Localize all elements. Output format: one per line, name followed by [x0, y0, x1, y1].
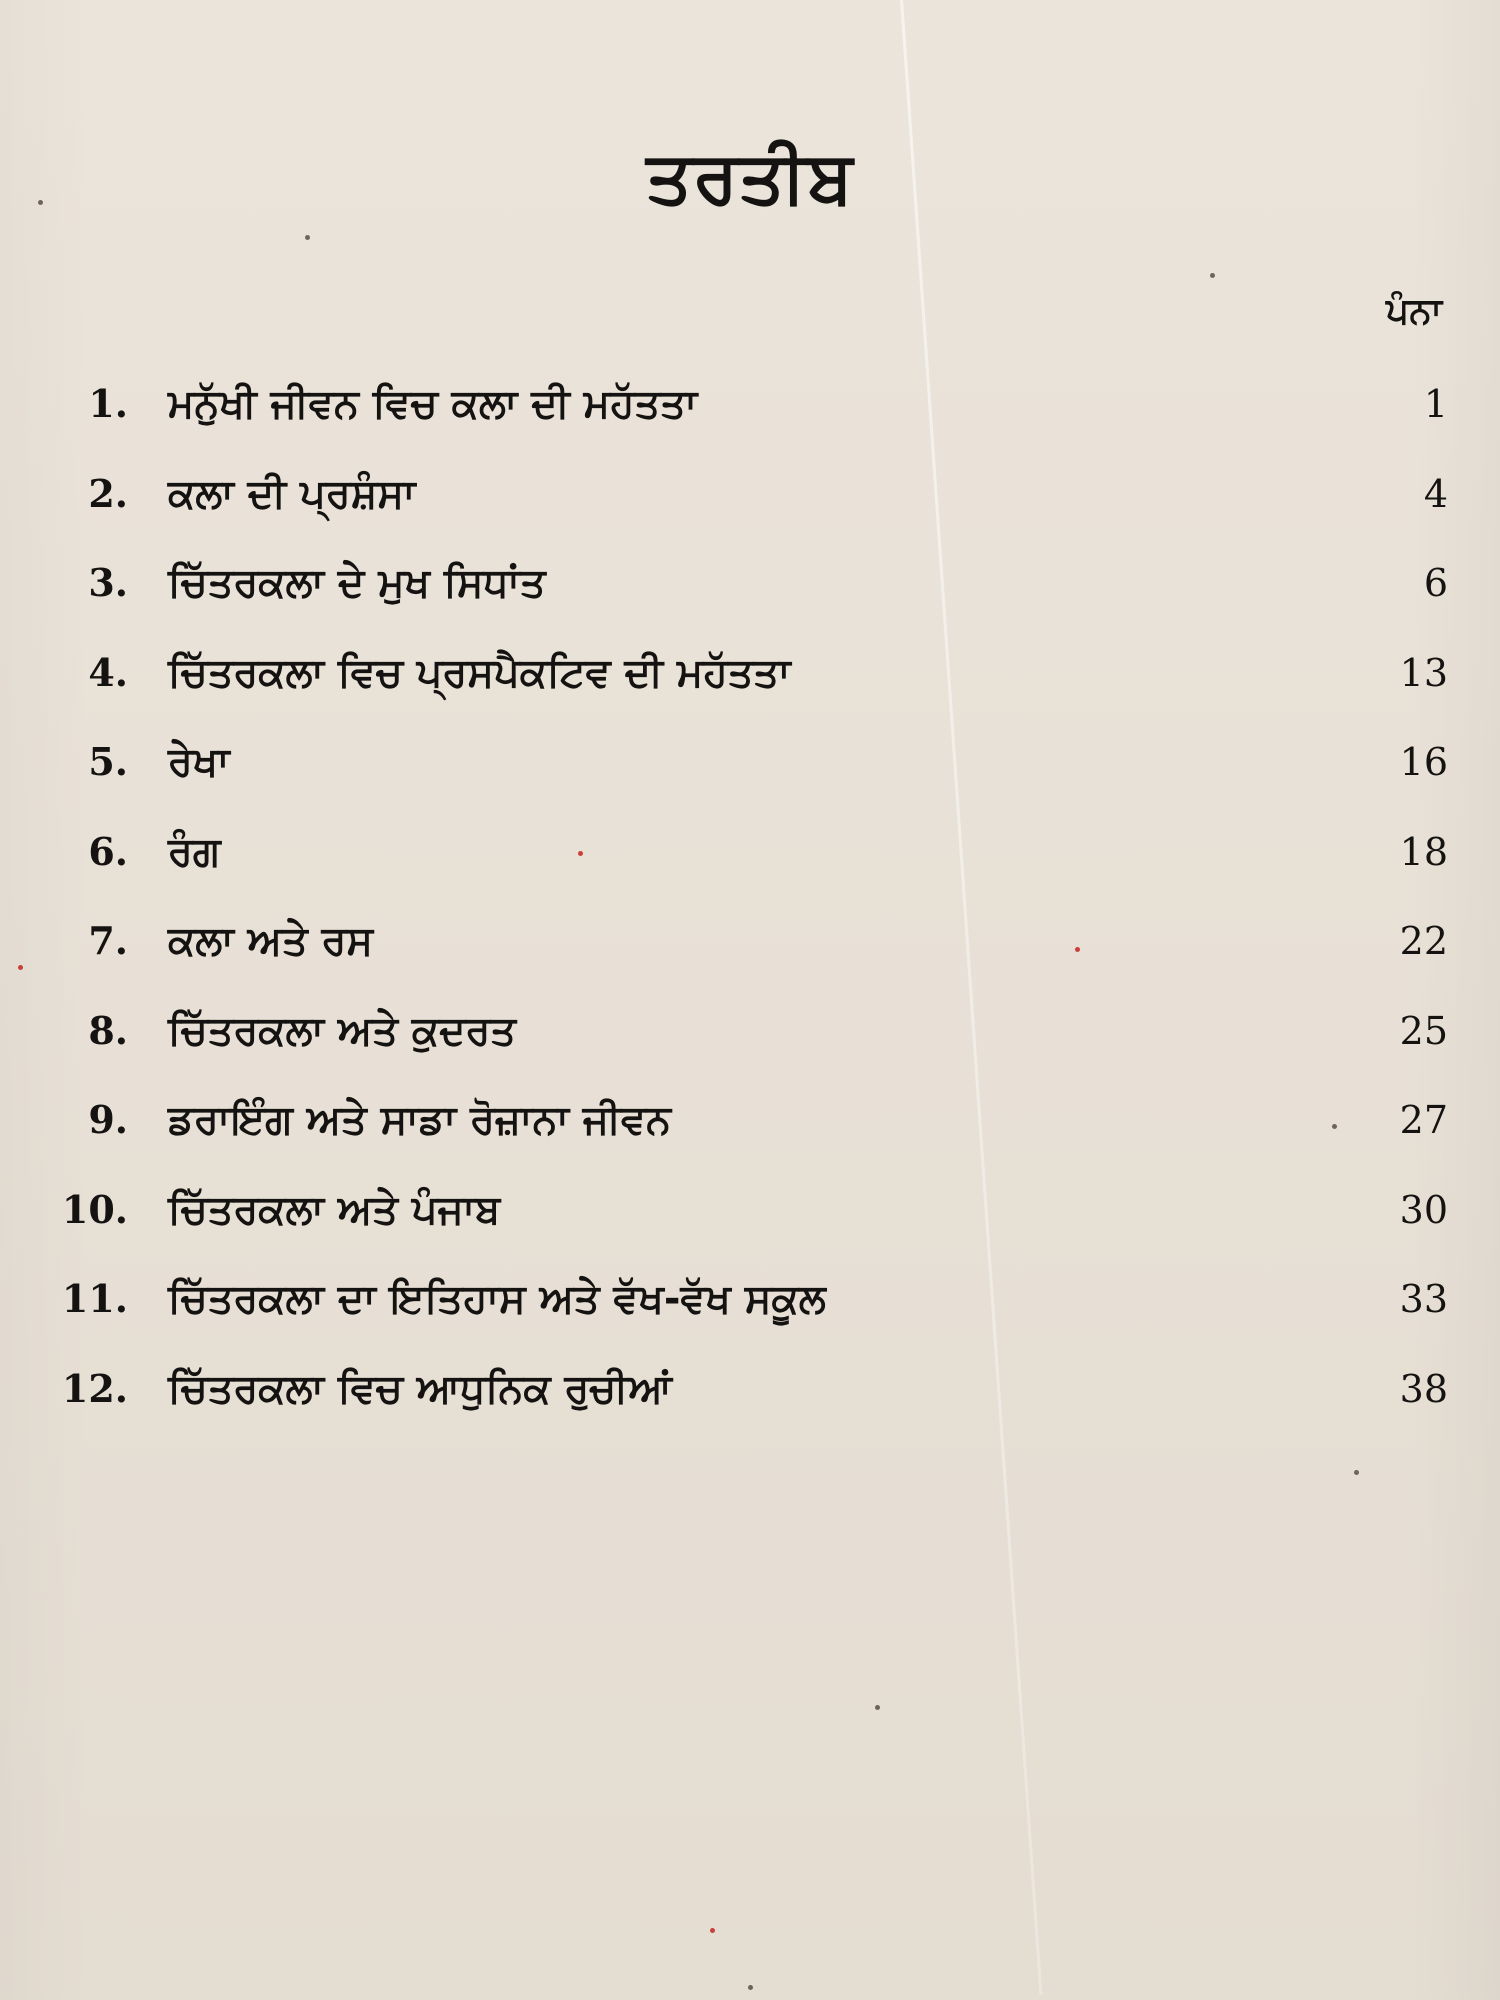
paper-speck [1332, 1124, 1337, 1129]
toc-entry-6 [0, 820, 1500, 910]
paper-speck [1210, 273, 1215, 278]
toc-entry-9 [0, 1088, 1500, 1178]
toc-entry-page: 4 [1423, 471, 1448, 516]
toc-entry-number: 7. [88, 918, 128, 963]
paper-speck [875, 1705, 880, 1710]
paper-speck [748, 1985, 753, 1990]
toc-entry-page: 22 [1399, 919, 1448, 963]
toc-entry-number: 5. [88, 739, 128, 784]
toc-entry-page: 1 [1423, 382, 1448, 426]
toc-entry-number: 11. [61, 1276, 128, 1321]
table-of-contents [0, 372, 1500, 1446]
toc-entry-number: 4. [88, 649, 128, 695]
toc-entry-4 [0, 641, 1500, 731]
toc-entry-title: ਮਨੁੱਖੀ ਜੀਵਨ ਵਿਚ ਕਲਾ ਦੀ ਮਹੱਤਤਾ [168, 381, 698, 427]
paper-speck [578, 851, 583, 856]
paper-speck [1075, 947, 1080, 952]
paper-speck [1354, 1470, 1359, 1475]
page-column-label: ਪੰਨਾ [1385, 291, 1442, 332]
toc-entry-page: 25 [1399, 1008, 1448, 1053]
toc-entry-page: 18 [1399, 829, 1448, 874]
toc-entry-number: 3. [88, 560, 128, 605]
toc-entry-title: ਚਿੱਤਰਕਲਾ ਅਤੇ ਕੁਦਰਤ [168, 1007, 517, 1054]
toc-entry-11 [0, 1267, 1500, 1357]
toc-entry-10 [0, 1178, 1500, 1268]
toc-entry-number: 6. [88, 828, 128, 874]
toc-entry-5 [0, 730, 1500, 820]
toc-entry-title: ਚਿੱਤਰਕਲਾ ਵਿਚ ਪ੍ਰਸਪੈਕਟਿਵ ਦੀ ਮਹੱਤਤਾ [168, 649, 791, 696]
toc-entry-page: 30 [1399, 1187, 1448, 1232]
toc-entry-title: ਚਿੱਤਰਕਲਾ ਵਿਚ ਆਧੁਨਿਕ ਰੁਚੀਆਂ [168, 1365, 672, 1412]
toc-entry-number: 10. [61, 1186, 128, 1232]
toc-entry-title: ਕਲਾ ਦੀ ਪ੍ਰਸ਼ੰਸਾ [168, 470, 416, 517]
toc-entry-number: 9. [88, 1097, 128, 1142]
toc-entry-page: 13 [1399, 650, 1448, 695]
toc-entry-title: ਰੰਗ [168, 828, 221, 875]
toc-entry-12 [0, 1357, 1500, 1447]
toc-entry-title: ਰੇਖਾ [168, 739, 230, 785]
toc-entry-title: ਚਿੱਤਰਕਲਾ ਅਤੇ ਪੰਜਾਬ [168, 1186, 501, 1233]
toc-entry-title: ਚਿੱਤਰਕਲਾ ਦੇ ਮੁਖ ਸਿਧਾਂਤ [168, 560, 546, 606]
toc-entry-page: 16 [1399, 740, 1448, 784]
paper-speck [38, 200, 43, 205]
toc-entry-title: ਚਿੱਤਰਕਲਾ ਦਾ ਇਤਿਹਾਸ ਅਤੇ ਵੱਖ-ਵੱਖ ਸਕੂਲ [168, 1276, 826, 1322]
toc-entry-page: 33 [1399, 1277, 1448, 1321]
toc-entry-8 [0, 999, 1500, 1089]
paper-speck [710, 1928, 715, 1933]
toc-entry-3 [0, 551, 1500, 641]
toc-entry-2 [0, 462, 1500, 552]
toc-entry-7 [0, 909, 1500, 999]
toc-entry-number: 8. [88, 1007, 128, 1053]
toc-entry-number: 2. [88, 470, 128, 516]
toc-entry-title: ਕਲਾ ਅਤੇ ਰਸ [168, 918, 374, 964]
paper-speck [18, 965, 23, 970]
toc-entry-1 [0, 372, 1500, 462]
paper-speck [305, 235, 310, 240]
toc-entry-page: 27 [1399, 1098, 1448, 1142]
toc-entry-page: 38 [1399, 1366, 1448, 1411]
toc-entry-title: ਡਰਾਇੰਗ ਅਤੇ ਸਾਡਾ ਰੋਜ਼ਾਨਾ ਜੀਵਨ [168, 1097, 672, 1143]
toc-entry-number: 12. [61, 1365, 128, 1411]
toc-entry-number: 1. [88, 381, 128, 426]
toc-entry-page: 6 [1423, 561, 1448, 605]
page-title: ਤਰਤੀਬ [646, 135, 854, 219]
